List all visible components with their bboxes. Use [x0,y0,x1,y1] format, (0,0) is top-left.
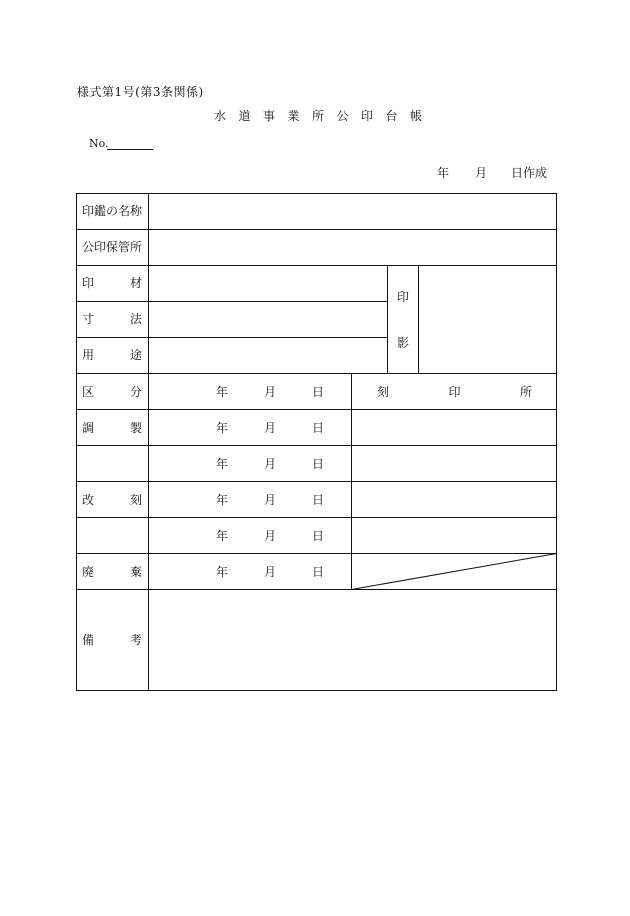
size-label: 寸 法 [82,312,142,326]
created-month-label: 月 [475,166,488,180]
number-label: No. [89,137,109,150]
date-day-unit: 日 [312,457,325,471]
date-day-unit: 日 [312,493,325,507]
use-field[interactable] [150,340,385,372]
seal-name-label: 印鑑の名称 [82,204,143,218]
created-day-label: 日作成 [511,166,548,180]
date-year-unit: 年 [216,385,229,399]
created-year-label: 年 [437,166,450,180]
material-label: 印 材 [82,276,142,290]
date-year-unit: 年 [216,565,229,579]
division-label: 区 分 [82,385,142,399]
impression-area[interactable] [420,268,554,371]
engraver-field[interactable] [353,520,554,552]
remarks-label: 備 考 [82,633,142,647]
date-day-unit: 日 [312,421,325,435]
form-number: 様式第1号(第3条関係) [77,85,204,99]
table-row-label: 廃 棄 [82,565,142,579]
engraver-label: 刻 印 所 [377,385,532,399]
date-month-unit: 月 [264,493,277,507]
date-month-unit: 月 [264,529,277,543]
seal-name-field[interactable] [150,196,554,228]
date-month-unit: 月 [264,565,277,579]
page-title: 水道事業所公印台帳 [214,109,435,123]
impression-label-2: 影 [397,336,410,350]
storage-label: 公印保管所 [82,240,143,254]
date-month-unit: 月 [264,421,277,435]
engraver-field[interactable] [353,448,554,480]
storage-field[interactable] [150,232,554,264]
date-month-unit: 月 [264,385,277,399]
size-field[interactable] [150,304,385,336]
use-label: 用 途 [82,348,142,362]
date-day-unit: 日 [312,565,325,579]
date-day-unit: 日 [312,385,325,399]
table-row-label: 改 刻 [82,493,142,507]
engraver-field[interactable] [353,484,554,516]
impression-label-1: 印 [397,290,410,304]
date-year-unit: 年 [216,529,229,543]
date-day-unit: 日 [312,529,325,543]
date-year-unit: 年 [216,421,229,435]
date-month-unit: 月 [264,457,277,471]
remarks-field[interactable] [150,592,554,688]
engraver-field[interactable] [353,412,554,444]
date-year-unit: 年 [216,457,229,471]
material-field[interactable] [150,268,385,300]
date-year-unit: 年 [216,493,229,507]
table-row-label: 調 製 [82,421,142,435]
